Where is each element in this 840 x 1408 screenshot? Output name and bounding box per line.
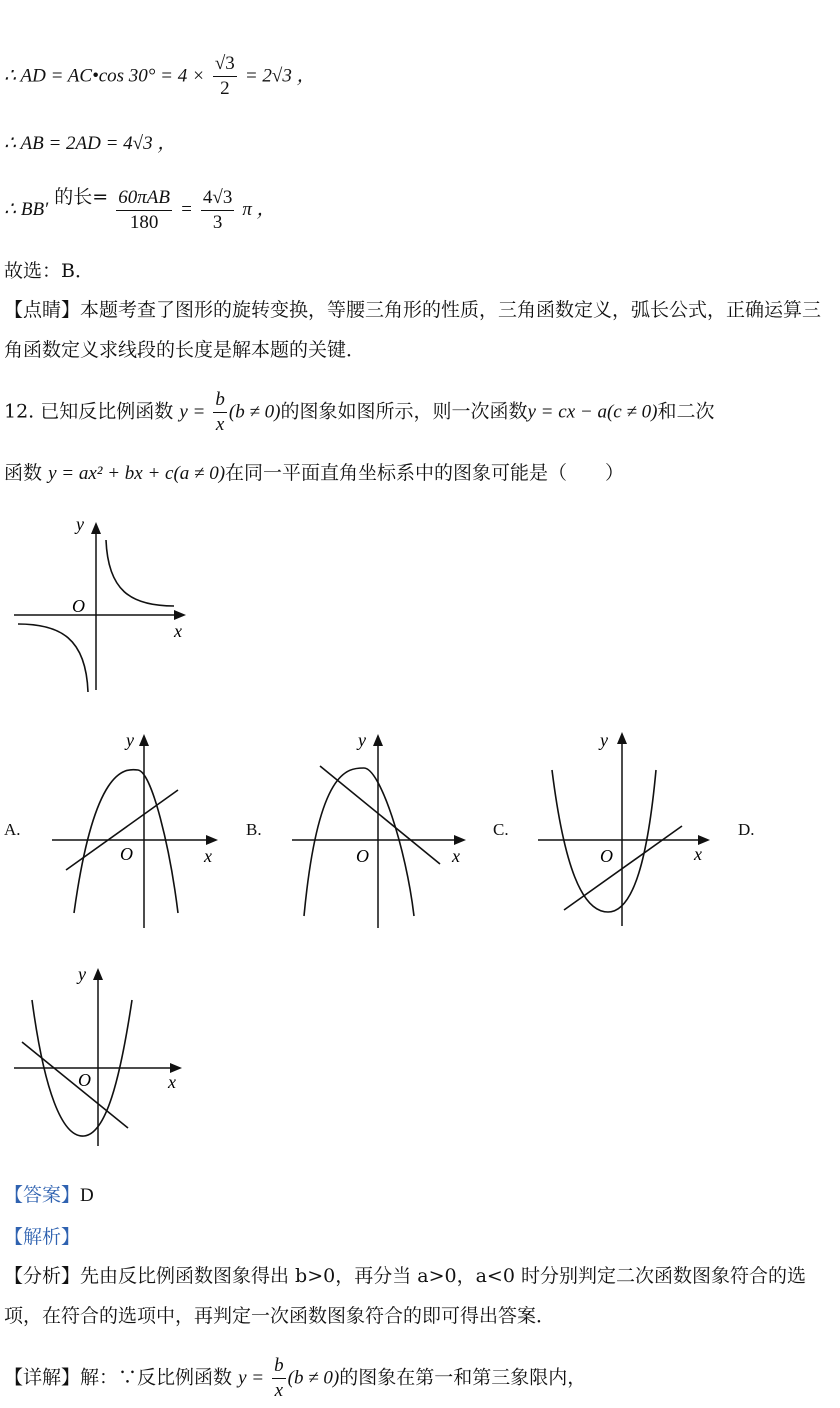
figure-option-b	[288, 728, 478, 933]
dianjing-paragraph	[4, 290, 834, 370]
solution-line-arc	[4, 182, 276, 235]
line-graph	[22, 1042, 128, 1128]
solution-line-ad	[4, 52, 316, 101]
line-graph	[320, 766, 440, 864]
fraction-sqrt3-over-2	[213, 52, 237, 101]
fraction-denominator: 3	[212, 211, 223, 233]
x-label: x	[452, 846, 460, 866]
eq-ad-suffix: = 2√3 ，	[244, 65, 316, 87]
x-arrow	[174, 610, 186, 620]
option-c-label[interactable]: C.	[493, 820, 509, 839]
fenxi-text: 先由反比例函数图象得出 b>0，再分当 a>0，a<0 时分别判定二次函数图象符合的选项，在符合的选项中，再判定一次函数图象符合的即可得出答案．	[4, 1265, 806, 1327]
y-label: y	[358, 730, 366, 750]
fraction-numerator: √3	[213, 52, 237, 77]
answer-tag: 【答案】	[4, 1184, 81, 1206]
question-text: 在同一平面直角坐标系中的图象可能是（ ）	[225, 462, 625, 484]
fraction-numerator: b	[213, 388, 227, 413]
jiexi-tag: 【解析】	[4, 1226, 81, 1248]
fenxi-tag: 【分析】	[4, 1265, 81, 1287]
xiangjie-text: 解：∵反比例函数	[80, 1366, 233, 1389]
eq-quadratic: y = ax² + bx + c(a ≠ 0)	[48, 463, 226, 484]
xiangjie-line	[4, 1354, 586, 1403]
answer-value: D	[80, 1185, 94, 1206]
x-label: x	[204, 846, 212, 866]
x-label: x	[168, 1072, 176, 1092]
fraction-result	[201, 186, 234, 235]
figure-option-c	[534, 726, 724, 931]
fenxi-paragraph	[4, 1256, 834, 1336]
question-12-line-2	[4, 458, 624, 485]
origin-label: O	[356, 846, 369, 866]
y-label: y	[126, 730, 134, 750]
eq-arc-suffix: π ，	[242, 199, 276, 220]
option-d-label[interactable]: D.	[738, 820, 755, 839]
fraction-b-over-x	[272, 1354, 286, 1403]
eq-ab: ∴ AB = 2AD = 4√3 ，	[4, 133, 177, 154]
fraction-denominator: x	[274, 1380, 284, 1401]
parabola	[552, 770, 656, 912]
origin-label: O	[600, 846, 613, 866]
fraction-numerator: b	[272, 1354, 286, 1379]
answer-line	[4, 1180, 94, 1207]
hyperbola-branch-3	[18, 624, 88, 692]
solution-line-ab	[4, 128, 176, 155]
eq-inverse-condition: (b ≠ 0)	[228, 401, 281, 423]
question-text: 的图象如图所示，则一次函数	[280, 400, 528, 423]
hyperbola-branch-1	[106, 540, 174, 606]
arc-length-label: 的长=	[54, 186, 109, 208]
eq-inverse-condition: (b ≠ 0)	[287, 1367, 340, 1389]
origin-label: O	[72, 596, 85, 616]
question-text: 和二次	[657, 400, 715, 423]
xiangjie-tag: 【详解】	[4, 1366, 81, 1389]
eq-inverse-prefix: y =	[179, 401, 206, 423]
y-label: y	[76, 514, 84, 534]
dianjing-tag: 【点睛】	[4, 299, 81, 321]
fraction-denominator: 2	[220, 78, 230, 99]
choice-conclusion: 故选：B．	[4, 260, 94, 282]
parabola	[304, 768, 414, 916]
eq-ad-prefix: ∴ AD = AC•cos 30° = 4 ×	[4, 65, 205, 87]
question-text: 已知反比例函数	[40, 400, 174, 423]
y-arrow	[91, 522, 101, 534]
fraction-numerator: 4√3	[201, 186, 234, 211]
eq-inverse-prefix: y =	[238, 1367, 265, 1389]
equals-sign: =	[180, 199, 193, 220]
option-b-label[interactable]: B.	[246, 820, 262, 839]
fraction-numerator: 60πAB	[116, 186, 172, 211]
line-graph	[564, 826, 682, 910]
question-number: 12.	[4, 400, 35, 423]
origin-label: O	[120, 844, 133, 864]
fraction-denominator: 180	[129, 211, 159, 233]
fraction-denominator: x	[215, 414, 225, 435]
figure-option-d	[10, 960, 190, 1150]
x-label: x	[694, 844, 702, 864]
y-label: y	[600, 730, 608, 750]
figure-inverse-function	[10, 510, 200, 700]
dianjing-text: 本题考查了图形的旋转变换，等腰三角形的性质，三角函数定义，弧长公式，正确运算三角函数定义求线段的长度是解本题的关键．	[4, 299, 822, 361]
y-label: y	[78, 964, 86, 984]
option-a-label[interactable]: A.	[4, 820, 21, 839]
eq-arc-prefix: ∴ BB′	[4, 199, 49, 220]
question-12-line-1	[4, 388, 714, 437]
x-label: x	[174, 621, 182, 641]
fraction-arc	[116, 186, 172, 235]
parabola	[74, 770, 178, 913]
eq-linear: y = cx − a(c ≠ 0)	[527, 401, 658, 423]
xiangjie-text: 的图象在第一和第三象限内，	[339, 1366, 587, 1389]
fraction-b-over-x	[213, 388, 227, 437]
figure-option-a	[48, 728, 228, 933]
question-text: 函数	[4, 462, 43, 484]
origin-label: O	[78, 1070, 91, 1090]
